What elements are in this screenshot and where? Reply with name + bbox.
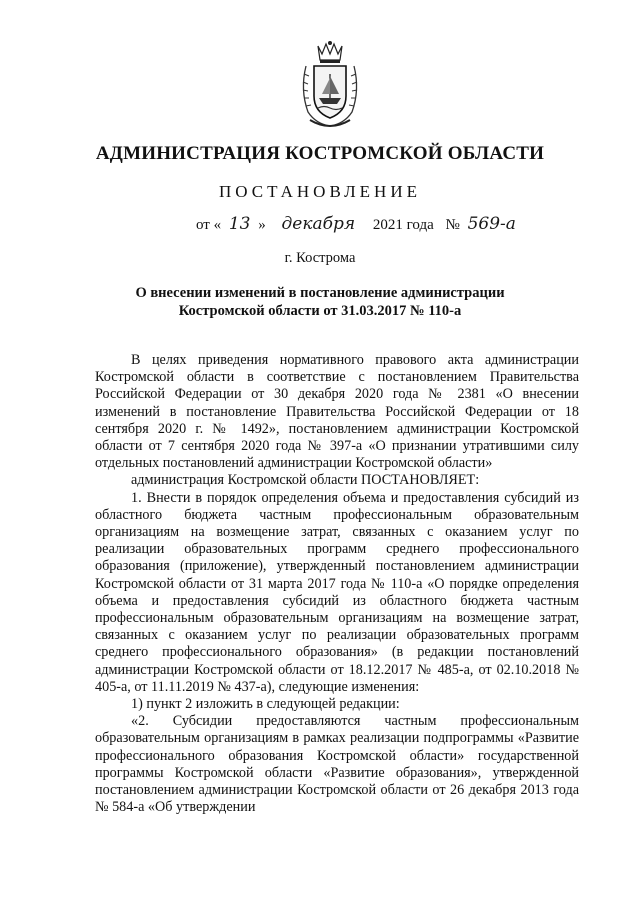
date-middle: »: [258, 217, 266, 233]
handwritten-number: 569-а: [467, 214, 516, 234]
title-line-1: О внесении изменений в постановление администрации: [135, 285, 505, 301]
body-paragraph: 1. Внести в порядок определения объема и предоставления субсидий из областного бюджета частным профессиональным образовательным организациям на возмещение затрат, связанных с оказанием услуг по реализации образовательных программ среднего профессионального образования (приложение), утвержденный постановлением администрации Костромской области от 31 марта 2017 года № 110-а «О порядке определения объема и предоставления субсидий из областного бюджета частным профессиональным образовательным организациям на возмещение затрат, связанных с оказанием услуг по реализации образовательных программ среднего профессионального образования» (в редакции постановлений администрации Костромской области от 18.12.2017 № 485-а, от 02.10.2018 № 405-а, от 11.11.2019 № 437-а), следующие изменения:: [95, 489, 579, 695]
city: г. Кострома: [284, 250, 356, 266]
document-title: [80, 284, 560, 320]
body-paragraph: администрация Костромской области ПОСТАНОВЛЯЕТ:: [131, 472, 480, 489]
document-body: [95, 352, 579, 816]
handwritten-month: декабря: [281, 214, 356, 234]
body-paragraph: 1) пункт 2 изложить в следующей редакции:: [131, 696, 400, 713]
document-type: ПОСТАНОВЛЕНИЕ: [218, 182, 421, 201]
body-paragraph: В целях приведения нормативного правового акта администрации Костромской области в соответствие с постановлением Правительства Российской Федерации от 30 декабря 2020 года № 2381 «О внесении изменений в постановление Правительства Российской Федерации от 18 сентября 2020 г. № 1492», постановлением администрации Костромской области от 7 сентября 2020 года № 397-а «О признании утратившими силу отдельных постановлений администрации Костромской области»: [95, 352, 579, 472]
number-prefix: №: [445, 217, 460, 233]
title-line-2: Костромской области от 31.03.2017 № 110-а: [178, 303, 462, 319]
handwritten-day: 13: [228, 214, 251, 234]
body-paragraph: «2. Субсидии предоставляются частным профессиональным образовательным организациям в рамках реализации подпрограммы «Развитие профессионального образования Костромской области» государственной программы Костромской области «Развитие образования», утвержденной постановлением администрации Костромской области от 26 декабря 2013 года № 584-а «Об утверждении: [95, 713, 579, 816]
date-prefix: от «: [196, 217, 222, 233]
date-year: 2021 года: [372, 217, 434, 233]
organization-heading: АДМИНИСТРАЦИЯ КОСТРОМСКОЙ ОБЛАСТИ: [95, 143, 545, 164]
date-line: [196, 214, 516, 234]
coat-of-arms-emblem: [296, 40, 364, 130]
